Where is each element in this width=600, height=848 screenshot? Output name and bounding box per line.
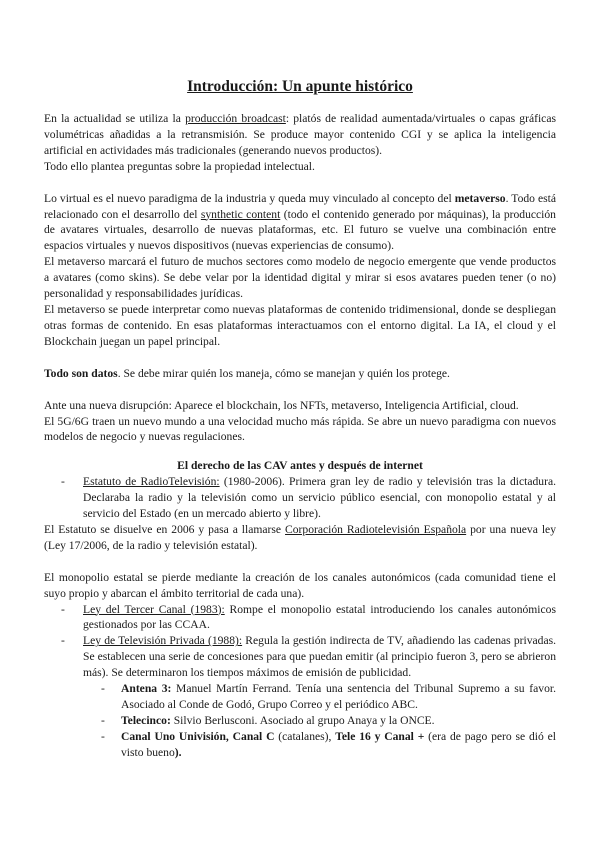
underlined-term: Estatuto de RadioTelevisión: — [83, 475, 220, 489]
estatuto-paragraph — [44, 522, 556, 554]
list-item-tercer-canal — [44, 602, 556, 634]
spacer — [44, 554, 556, 570]
text: . Se debe mirar quién los maneja, cómo se manejan y quién los protege. — [117, 366, 450, 380]
intro-paragraph-2: Todo ello plantea preguntas sobre la propiedad intelectual. — [44, 159, 315, 173]
list-item-television-privada — [44, 633, 556, 681]
disrupcion-paragraph: Ante una nueva disrupción: Aparece el blockchain, los NFTs, metaverso, Inteligencia Artificial, cloud. — [44, 398, 519, 412]
underlined-term-produccion-broadcast: producción broadcast — [185, 112, 286, 125]
page-title: Introducción: Un apunte histórico — [187, 78, 413, 95]
bold-term: ). — [174, 745, 182, 759]
text: : platós de realidad aumentada/virtuales o capas gráficas volumétricas añadidas a la retransmisión. Se produce mayor contenido CGI y se aplica la inteligencia artificial en actividades más tradicionales (generando nuevos productos). — [44, 112, 556, 157]
text: (era de pago pero se dió el visto bueno — [121, 729, 556, 759]
estatuto-list — [44, 474, 556, 522]
underlined-term: Ley del Tercer Canal (1983): — [83, 602, 225, 616]
text: Silvio Berlusconi. Asociado al grupo Anaya y la ONCE. — [170, 713, 435, 727]
list-item-otros-canales — [44, 729, 556, 761]
bold-term-metaverso: metaverso — [454, 191, 506, 205]
text: (1980-2006). Primera gran ley de radio y televisión tras la dictadura. Declaraba la radio y la televisión como un servicio público esencial, con monopolio estatal y al servicio del Estado (en un mercado abierto y libre). — [83, 475, 557, 521]
list-item-telecinco — [44, 713, 556, 729]
text: (todo el contenido generado por máquinas), la producción de avatares virtuales, desarrollo de nuevas plataformas, etc. El futuro se vuelve una combinación entre espacios virtuales y nuevos dispositivos (nuevas experiencias de consumo). — [44, 207, 556, 253]
monopolio-paragraph: El monopolio estatal se pierde mediante la creación de los canales autonómicos (cada comunidad tiene el suyo propio y abarcan el ámbito territorial de cada una). — [44, 570, 556, 600]
intro-paragraph — [44, 111, 556, 159]
bold-term-datos: Todo son datos — [44, 366, 118, 380]
underlined-term-synthetic-content: synthetic content — [200, 207, 281, 221]
bold-term: Telecinco: — [121, 713, 171, 727]
bold-term: Tele 16 y Canal + — [335, 729, 425, 743]
document-body — [44, 111, 556, 761]
text: Lo virtual es el nuevo paradigma de la industria y queda muy vinculado al concepto del — [44, 191, 455, 205]
spacer — [44, 175, 556, 191]
spacer — [44, 350, 556, 366]
list-item-estatuto — [44, 474, 556, 522]
text: por una nueva ley (Ley 17/2006, de la radio y televisión estatal). — [44, 522, 556, 552]
underlined-term-rtve: Corporación Radiotelevisión Española — [285, 522, 467, 536]
text: En la actualidad se utiliza la — [44, 112, 186, 125]
list-item-antena3 — [44, 681, 556, 713]
spacer — [44, 382, 556, 398]
text: . Todo está relacionado con el desarrollo del — [44, 191, 556, 221]
virtual-paragraph — [44, 191, 556, 255]
underlined-term: Ley de Televisión Privada (1988): — [83, 634, 243, 648]
text: El Estatuto se disuelve en 2006 y pasa a llamarse — [44, 522, 286, 536]
text: Rompe el monopolio estatal introduciendo los canales autonómicos gestionados por las CCAA. — [83, 602, 556, 632]
leyes-list — [44, 602, 556, 682]
text: (catalanes), — [274, 729, 336, 743]
text: Regula la gestión indirecta de TV, añadiendo las cadenas privadas. Se establecen una serie de concesiones para que puedan emitir (al principio fueron 3, pero se abrieron más). Se determinaron los tiempos máximos de emisión de publicidad. — [83, 634, 557, 680]
bold-term: Antena 3: — [121, 682, 172, 696]
text: Manuel Martín Ferrand. Tenía una sentencia del Tribunal Supremo a su favor. Asociado al Conde de Godó, Grupo Correo y el periódico ABC. — [121, 682, 556, 711]
spacer — [44, 445, 556, 458]
bold-term: Canal Uno Univisión, Canal C — [121, 729, 275, 743]
section-subtitle: El derecho de las CAV antes y después de internet — [177, 459, 423, 473]
5g-paragraph: El 5G/6G traen un nuevo mundo a una velocidad mucho más rápida. Se abre un nuevo paradigma con nuevos modelos de negocio y nuevas regulaciones. — [44, 414, 556, 444]
cadenas-list — [44, 681, 556, 761]
metaverso-paragraph: El metaverso marcará el futuro de muchos sectores como modelo de negocio emergente que vende productos a avatares (como skins). Se debe velar por la identidad digital y mirar si esos avatares pueden tener (o no) personalidad y responsabilidades jurídicas. — [44, 255, 556, 301]
metaverso-plataformas-paragraph: El metaverso se puede interpretar como nuevas plataformas de contenido tridimensional, donde se despliegan otras formas de contenido. En esas plataformas interactuamos con el entorno digital. La IA, el cloud y el Blockchain juegan un papel principal. — [44, 302, 556, 348]
datos-paragraph — [44, 366, 556, 382]
